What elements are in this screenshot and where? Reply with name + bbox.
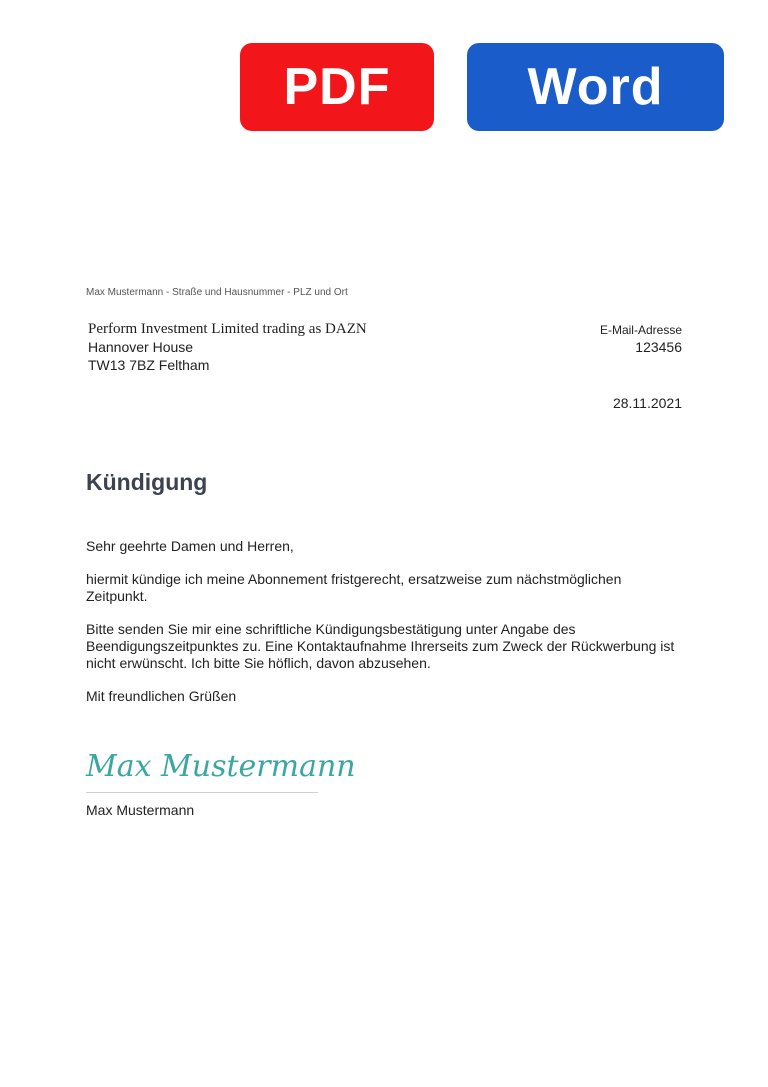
recipient-street: Hannover House xyxy=(88,339,194,355)
recipient-address xyxy=(88,320,367,374)
letter-subject: Kündigung xyxy=(86,469,208,495)
paragraph-confirmation-request: Bitte senden Sie mir eine schriftliche Kündigungsbestätigung unter Angabe des Beendigungszeitpunktes zu. Eine Kontaktaufnahme Ihrerseits zum Zweck der Rückwerbung ist nicht erwünscht. Ich bitte Sie höflich, davon abzusehen. xyxy=(86,621,675,671)
letter-body xyxy=(86,538,686,721)
signer-name: Max Mustermann xyxy=(86,802,195,818)
recipient-city: TW13 7BZ Feltham xyxy=(88,357,210,373)
signature-line xyxy=(86,792,318,793)
email-label: E-Mail-Adresse xyxy=(599,323,682,337)
salutation: Sehr geehrte Damen und Herren, xyxy=(86,538,294,554)
word-download-button[interactable]: Word xyxy=(467,43,724,131)
paragraph-termination: hiermit kündige ich meine Abonnement fristgerecht, ersatzweise zum nächstmöglichen Zeitpunkt. xyxy=(86,571,622,604)
pdf-download-button[interactable]: PDF xyxy=(240,43,434,131)
sender-address-line: Max Mustermann - Straße und Hausnummer - PLZ und Ort xyxy=(86,287,348,298)
signature-text: Max Mustermann xyxy=(86,749,356,784)
customer-number: 123456 xyxy=(635,339,682,355)
letter-date: 28.11.2021 xyxy=(612,395,682,411)
contact-block xyxy=(600,322,682,356)
signature-block xyxy=(86,738,356,793)
recipient-company: Perform Investment Limited trading as DAZN xyxy=(88,321,367,337)
closing: Mit freundlichen Grüßen xyxy=(86,688,237,704)
handwritten-signature xyxy=(86,738,356,786)
